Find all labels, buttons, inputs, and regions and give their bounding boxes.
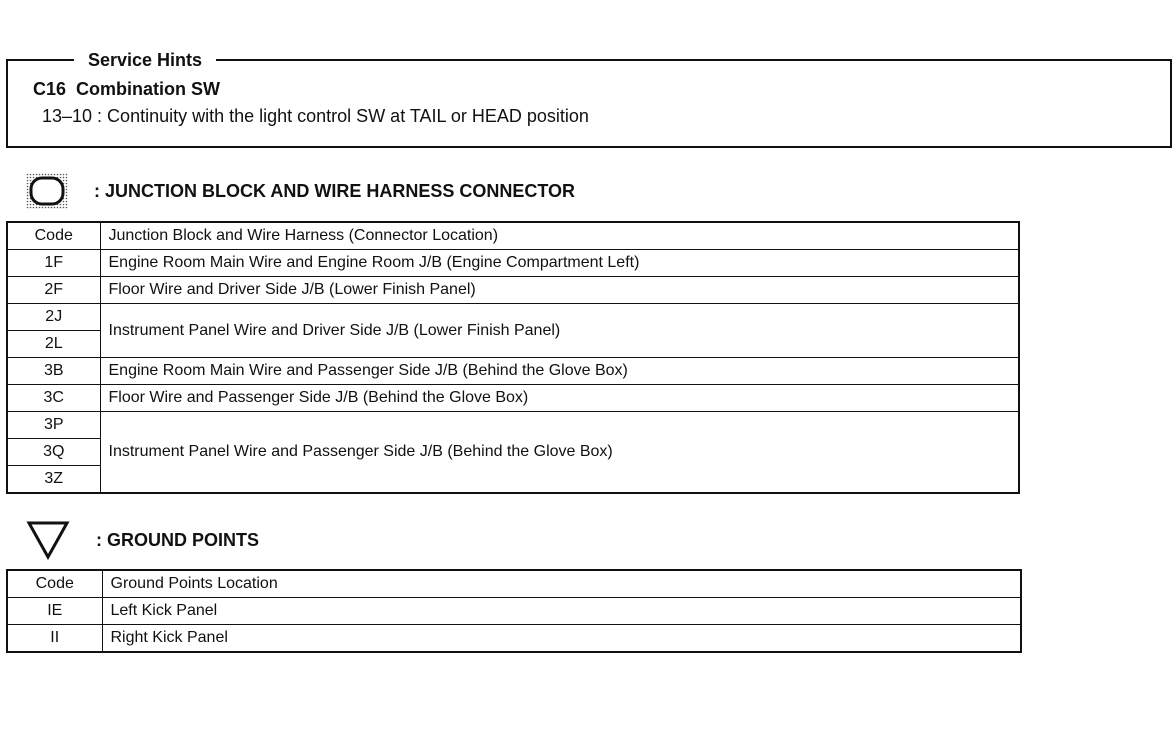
service-hints-box <box>6 50 1172 148</box>
code-header: Code <box>7 222 100 250</box>
connector-name: Combination SW <box>76 79 221 99</box>
table-row <box>7 277 1019 304</box>
connector-heading <box>33 78 220 100</box>
row-description: Instrument Panel Wire and Driver Side J/B (Lower Finish Panel) <box>100 304 1019 358</box>
description-header: Ground Points Location <box>102 570 1021 598</box>
junction-block-table <box>6 221 1020 494</box>
row-description: Floor Wire and Driver Side J/B (Lower Finish Panel) <box>100 277 1019 304</box>
junction-block-heading <box>26 173 575 209</box>
table-header-row <box>7 222 1019 250</box>
ground-points-table <box>6 569 1022 653</box>
connector-code: C16 <box>33 79 67 99</box>
description-header: Junction Block and Wire Harness (Connector Location) <box>100 222 1019 250</box>
row-code: 3Q <box>7 439 100 466</box>
table-row <box>7 385 1019 412</box>
hint-text: 13–10 : Continuity with the light control SW at TAIL or HEAD position <box>42 106 589 126</box>
row-code: 3C <box>7 385 100 412</box>
row-code: 2J <box>7 304 100 331</box>
ground-points-title: : GROUND POINTS <box>96 530 260 550</box>
junction-block-title: : JUNCTION BLOCK AND WIRE HARNESS CONNECTOR <box>94 181 576 201</box>
table-row <box>7 358 1019 385</box>
row-code: II <box>7 625 102 653</box>
ground-triangle-icon <box>26 520 70 560</box>
table-header-row <box>7 570 1021 598</box>
table-row <box>7 250 1019 277</box>
junction-block-icon <box>26 173 68 209</box>
row-description: Engine Room Main Wire and Engine Room J/B (Engine Compartment Left) <box>100 250 1019 277</box>
row-description: Floor Wire and Passenger Side J/B (Behind the Glove Box) <box>100 385 1019 412</box>
row-code: 3P <box>7 412 100 439</box>
row-code: 2L <box>7 331 100 358</box>
row-description: Engine Room Main Wire and Passenger Side J/B (Behind the Glove Box) <box>100 358 1019 385</box>
table-row <box>7 625 1021 653</box>
row-code: 3B <box>7 358 100 385</box>
row-description: Instrument Panel Wire and Passenger Side J/B (Behind the Glove Box) <box>100 412 1019 494</box>
ground-points-heading <box>26 520 259 560</box>
row-description: Right Kick Panel <box>102 625 1021 653</box>
table-row <box>7 598 1021 625</box>
row-code: 2F <box>7 277 100 304</box>
table-row <box>7 412 1019 439</box>
service-hints-legend: Service Hints <box>74 49 216 71</box>
row-code: 1F <box>7 250 100 277</box>
code-header: Code <box>7 570 102 598</box>
row-code: IE <box>7 598 102 625</box>
row-code: 3Z <box>7 466 100 494</box>
row-description: Left Kick Panel <box>102 598 1021 625</box>
table-row <box>7 304 1019 331</box>
